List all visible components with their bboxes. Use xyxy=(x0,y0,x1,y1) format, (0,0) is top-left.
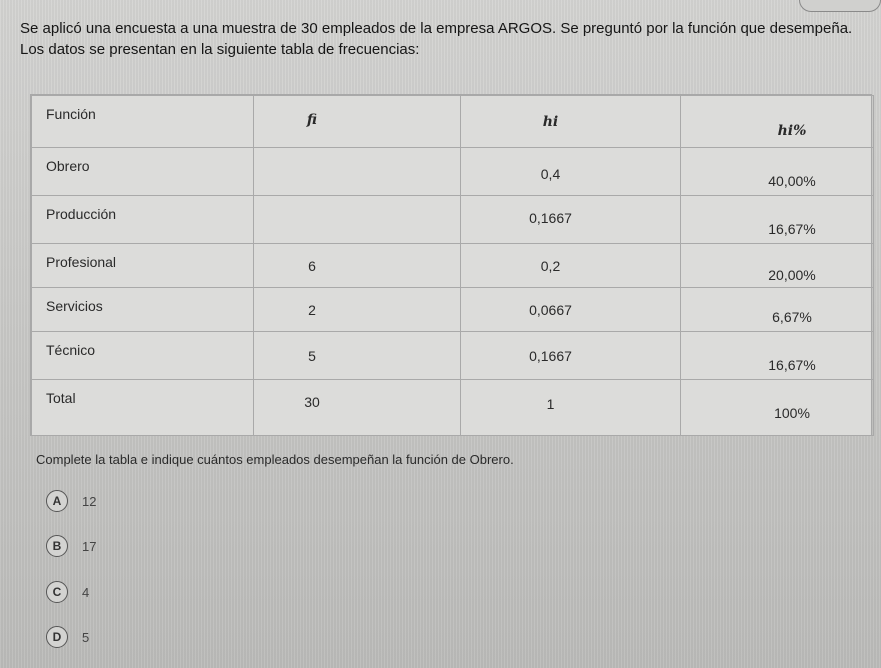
instruction-text: Complete la tabla e indique cuántos empleados desempeñan la función de Obrero. xyxy=(36,452,514,467)
cell-hi: 0,4 xyxy=(461,148,681,196)
header-hi: hi xyxy=(461,96,681,148)
cell-hi: 0,0667 xyxy=(461,288,681,332)
cell-hip: 40,00% xyxy=(681,148,874,196)
cell-hip: 100% xyxy=(681,380,874,436)
cell-fi: 2 xyxy=(254,288,461,332)
question-text: Se aplicó una encuesta a una muestra de 30 empleados de la empresa ARGOS. Se preguntó por la función que desempeña. Los datos se presentan en la siguiente tabla de frecuencias: xyxy=(20,20,853,58)
corner-badge xyxy=(799,0,881,12)
cell-hi: 0,1667 xyxy=(461,196,681,244)
option-value[interactable]: 12 xyxy=(82,493,97,509)
option-a[interactable] xyxy=(46,490,96,512)
cell-funcion: Producción xyxy=(32,196,254,244)
cell-hi: 1 xyxy=(461,380,681,436)
frequency-table xyxy=(30,94,872,436)
option-b[interactable] xyxy=(46,535,96,557)
cell-hip: 16,67% xyxy=(681,196,874,244)
cell-funcion: Técnico xyxy=(32,332,254,380)
option-letter-badge[interactable]: D xyxy=(46,626,68,648)
cell-hip: 6,67% xyxy=(681,288,874,332)
header-hip: hi% xyxy=(681,96,874,148)
cell-fi[interactable] xyxy=(254,196,461,244)
table-row xyxy=(32,332,874,380)
cell-fi: 5 xyxy=(254,332,461,380)
cell-funcion: Obrero xyxy=(32,148,254,196)
table-header-row xyxy=(32,96,874,148)
option-value[interactable]: 4 xyxy=(82,584,90,600)
cell-funcion: Servicios xyxy=(32,288,254,332)
cell-hip: 20,00% xyxy=(681,244,874,288)
cell-hip: 16,67% xyxy=(681,332,874,380)
cell-fi[interactable] xyxy=(254,148,461,196)
cell-hi: 0,1667 xyxy=(461,332,681,380)
table-row xyxy=(32,380,874,436)
table-row xyxy=(32,148,874,196)
header-funcion: Función xyxy=(32,96,254,148)
option-value[interactable]: 17 xyxy=(82,538,97,554)
cell-fi: 30 xyxy=(254,380,461,436)
cell-funcion: Total xyxy=(32,380,254,436)
table-row xyxy=(32,288,874,332)
option-letter-badge[interactable]: A xyxy=(46,490,68,512)
option-letter-badge[interactable]: C xyxy=(46,581,68,603)
option-letter-badge[interactable]: B xyxy=(46,535,68,557)
header-fi: fi xyxy=(254,96,461,148)
option-d[interactable] xyxy=(46,626,89,648)
option-c[interactable] xyxy=(46,581,89,603)
cell-fi: 6 xyxy=(254,244,461,288)
cell-funcion: Profesional xyxy=(32,244,254,288)
table-row xyxy=(32,244,874,288)
cell-hi: 0,2 xyxy=(461,244,681,288)
option-value[interactable]: 5 xyxy=(82,629,90,645)
table-row xyxy=(32,196,874,244)
